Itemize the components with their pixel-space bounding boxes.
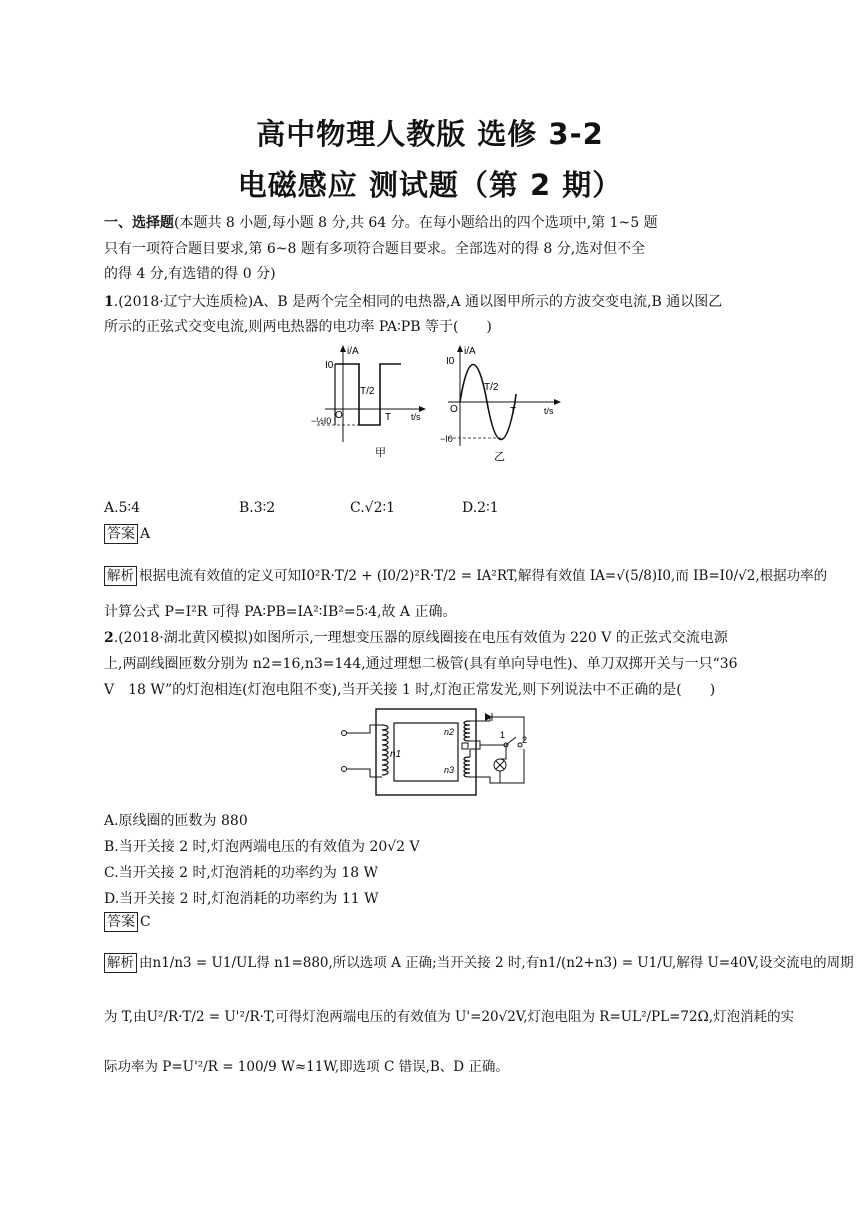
q1-answer xyxy=(104,524,150,544)
q2-answer-value: C xyxy=(140,914,151,930)
q1b-caption: 乙 xyxy=(494,451,505,462)
q1b-origin: O xyxy=(450,404,458,415)
q1a-xlabel: t/s xyxy=(411,412,421,422)
q1b-period: T xyxy=(510,406,517,417)
q1b-half-period: T/2 xyxy=(484,382,499,393)
q2-stem-line-2: 上,两副线圈匝数分别为 n2=16,n3=144,通过理想二极管(具有单向导电性)、单刀双掷开关与一只“36 xyxy=(104,656,738,672)
q1-option-c: C.√2∶1 xyxy=(350,500,396,516)
q1-figure-square-wave xyxy=(305,342,430,462)
title-line-2: 电磁感应 测试题（第 2 期） xyxy=(237,168,623,202)
q2-option-c: C.当开关接 2 时,灯泡消耗的功率约为 18 W xyxy=(104,865,379,881)
q2-analysis-line-2: 为 T,由U²/R·T/2 = U'²/R·T,可得灯泡两端电压的有效值为 U'=20√2V,灯泡电阻为 R=UL²/PL=72Ω,灯泡消耗的实 xyxy=(104,1009,795,1025)
q1-option-a: A.5∶4 xyxy=(104,500,141,516)
q2-fig-n3: n3 xyxy=(444,765,455,775)
q2-option-d: D.当开关接 2 时,灯泡消耗的功率约为 11 W xyxy=(104,891,379,907)
q1a-period: T xyxy=(385,412,392,423)
q2-figure-transformer xyxy=(330,705,530,800)
q2-analysis-line-3: 际功率为 P=U'²/R = 100/9 W≈11W,即选项 C 错误,B、D 正确。 xyxy=(104,1059,509,1075)
q2-fig-switch-2: 2 xyxy=(522,735,528,745)
q1-figure-sine-wave xyxy=(440,342,565,462)
q2-fig-n1: n1 xyxy=(390,749,402,760)
q2-number: 2 xyxy=(104,630,114,646)
q2-option-a: A.原线圈的匝数为 880 xyxy=(104,813,248,829)
q2-stem-line-1: 2.(2018·湖北黄冈模拟)如图所示,一理想变压器的原线圈接在电压有效值为 220 V 的正弦式交流电源 xyxy=(104,630,728,646)
q1a-ylabel: i/A xyxy=(347,346,359,357)
section-heading: 一、选择题 xyxy=(104,215,174,231)
title-line-1: 高中物理人教版 选修 3-2 xyxy=(256,117,604,151)
q1-stem-line-2: 所示的正弦式交变电流,则两电热器的电功率 PA∶PB 等于( ) xyxy=(104,319,492,335)
q1-answer-label: 答案 xyxy=(104,524,138,544)
q1a-i0: I0 xyxy=(325,360,334,371)
q1-answer-value: A xyxy=(140,526,151,542)
q1-analysis-line-2: 计算公式 P=I²R 可得 PA∶PB=IA²∶IB²=5∶4,故 A 正确。 xyxy=(104,604,457,620)
q2-analysis-label: 解析 xyxy=(104,953,137,973)
q1-stem-line-1: 1.(2018·辽宁大连质检)A、B 是两个完全相同的电热器,A 通以图甲所示的方波交变电流,B 通以图乙 xyxy=(104,294,723,310)
q1-option-b: B.3∶2 xyxy=(239,500,276,516)
q1-analysis-line-1: 解析 根据电流有效值的定义可知I0²R·T/2 + (I0/2)²R·T/2 = IA²RT,解得有效值 IA=√(5/8)I0,而 IB=I0/√2,根据功率的 xyxy=(104,565,754,587)
q2-option-b: B.当开关接 2 时,灯泡两端电压的有效值为 20√2 V xyxy=(104,839,420,855)
q1b-i0: I0 xyxy=(446,356,455,367)
q1-option-d: D.2∶1 xyxy=(462,500,499,516)
q2-fig-switch-1: 1 xyxy=(500,730,506,740)
q1-number: 1 xyxy=(104,294,114,310)
section-intro-line-2: 只有一项符合题目要求,第 6~8 题有多项符合题目要求。全部选对的得 8 分,选对但不全 xyxy=(104,241,646,257)
q1a-half-period: T/2 xyxy=(360,386,375,397)
q1-analysis-label: 解析 xyxy=(104,566,137,586)
q2-analysis-line-1: 解析 由n1/n3 = U1/UL得 n1=880,所以选项 A 正确;当开关接 2 时,有n1/(n2+n3) = U1/U,解得 U=40V,设交流电的周期 xyxy=(104,952,754,974)
q2-stem-line-3: V 18 W”的灯泡相连(灯泡电阻不变),当开关接 1 时,灯泡正常发光,则下列说法中不正确的是( ) xyxy=(104,682,716,698)
section-intro-line-1: 一、选择题(本题共 8 小题,每小题 8 分,共 64 分。在每小题给出的四个选项中,第 1~5 题 xyxy=(104,215,658,231)
q2-fig-n2: n2 xyxy=(444,727,455,737)
q1b-neg-label: −I0 xyxy=(440,434,453,444)
q2-answer-label: 答案 xyxy=(104,912,138,932)
q1a-origin: O xyxy=(335,410,343,421)
section-intro-line-3: 的得 4 分,有选错的得 0 分) xyxy=(104,266,276,282)
q1a-caption: 甲 xyxy=(375,447,386,459)
q2-answer xyxy=(104,912,151,932)
q1b-xlabel: t/s xyxy=(544,406,554,416)
q1b-ylabel: i/A xyxy=(464,346,476,357)
q1a-neg-label: −½I0 xyxy=(311,416,332,426)
